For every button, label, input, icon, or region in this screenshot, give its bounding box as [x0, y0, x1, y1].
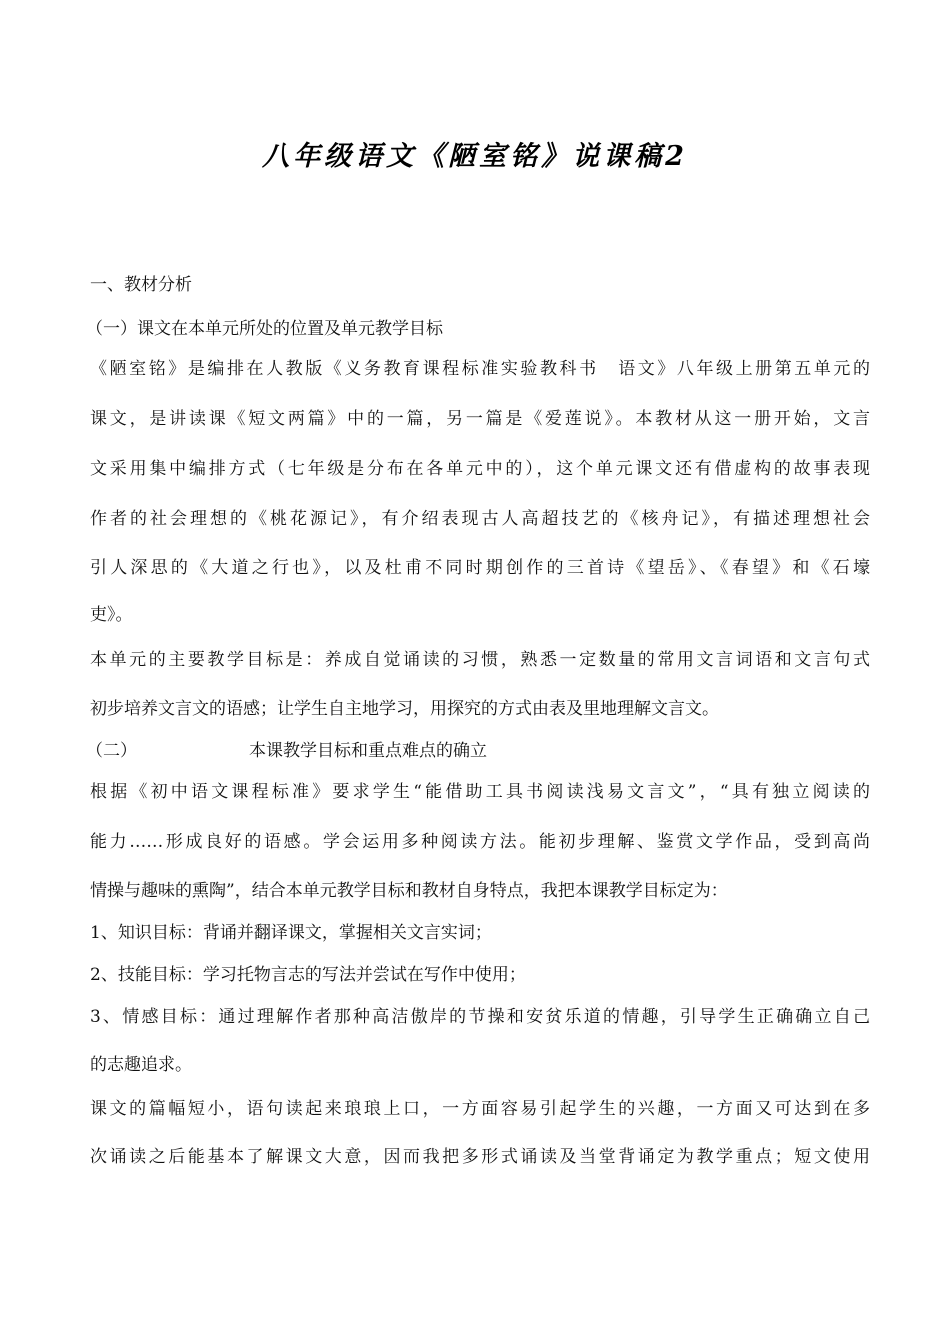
paragraph-line: 课文，是讲读课《短文两篇》中的一篇，另一篇是《爱莲说》。本教材从这一册开始，文言: [90, 409, 870, 429]
paragraph-line: 吏》。: [90, 605, 133, 625]
paragraph-line: 引人深思的《大道之行也》，以及杜甫不同时期创作的三首诗《望岳》、《春望》和《石壕: [90, 558, 870, 578]
paragraph-line: 作者的社会理想的《桃花源记》，有介绍表现古人高超技艺的《核舟记》，有描述理想社会: [90, 509, 870, 529]
subsection-number: （二）: [86, 741, 137, 761]
paragraph-line: 课文的篇幅短小，语句读起来琅琅上口，一方面容易引起学生的兴趣，一方面又可达到在多: [90, 1099, 870, 1119]
subsection-heading: [86, 740, 866, 762]
paragraph-line: 根据《初中语文课程标准》要求学生“能借助工具书阅读浅易文言文”，“具有独立阅读的: [90, 782, 870, 802]
paragraph-line: 能力……形成良好的语感。学会运用多种阅读方法。能初步理解、鉴赏文学作品，受到高尚: [90, 832, 870, 852]
list-item: 2、技能目标：学习托物言志的写法并尝试在写作中使用；: [90, 965, 526, 985]
document-title: 八年级语文《陋室铭》说课稿2: [262, 141, 688, 172]
subsection-title: 本课教学目标和重点难点的确立: [249, 741, 487, 761]
paragraph-line: 次诵读之后能基本了解课文大意，因而我把多形式诵读及当堂背诵定为教学重点；短文使用: [90, 1147, 870, 1167]
paragraph-line: 本单元的主要教学目标是：养成自觉诵读的习惯，熟悉一定数量的常用文言词语和文言句式: [90, 650, 870, 670]
subsection-heading: （一）课文在本单元所处的位置及单元教学目标: [86, 319, 443, 339]
section-heading: 一、教材分析: [90, 275, 192, 295]
paragraph-line: 情操与趣味的熏陶”，结合本单元教学目标和教材自身特点，我把本课教学目标定为：: [90, 881, 728, 901]
paragraph-line: 初步培养文言文的语感；让学生自主地学习，用探究的方式由表及里地理解文言文。: [90, 699, 719, 719]
paragraph-line: 文采用集中编排方式（七年级是分布在各单元中的），这个单元课文还有借虚构的故事表现: [90, 459, 870, 479]
paragraph-line: 《陋室铭》是编排在人教版《义务教育课程标准实验教科书 语文》八年级上册第五单元的: [90, 359, 870, 379]
paragraph-line: 的志趣追求。: [90, 1055, 192, 1075]
list-item: 1、知识目标：背诵并翻译课文，掌握相关文言实词；: [90, 923, 492, 943]
list-item: 3、情感目标：通过理解作者那种高洁傲岸的节操和安贫乐道的情趣，引导学生正确确立自己: [90, 1007, 870, 1027]
